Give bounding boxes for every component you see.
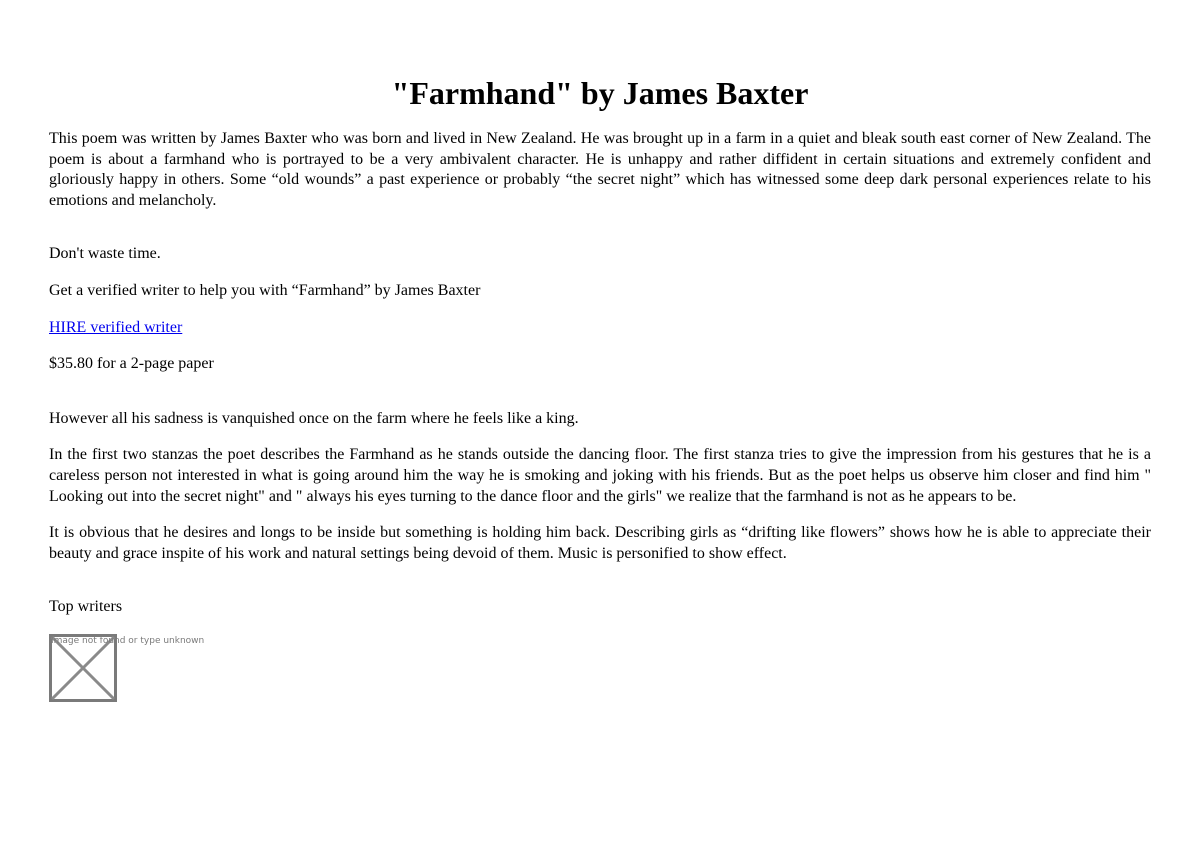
intro-paragraph: This poem was written by James Baxter who was born and lived in New Zealand. He was brought up in a farm in a quiet and bleak south east corner of New Zealand. The poem is about a farmhand who is portrayed to be a very ambivalent character. He is unhappy and rather diffident in certain situations and extremely confident and gloriously happy in others. Some “old wounds” a past experience or probably “the secret night” which has witnessed some deep dark personal experiences relate to his emotions and melancholy.	[49, 130, 1151, 209]
cta-tagline: Don't waste time.	[49, 245, 161, 263]
hire-writer-link[interactable]: HIRE verified writer	[49, 318, 183, 336]
cta-link-row	[49, 318, 1151, 339]
body-paragraph: In the first two stanzas the poet describes the Farmhand as he stands outside the dancing floor. The first stanza tries to give the impression from his gestures that he is a careless person not interested in what is going around him the way he is smoking and joking with his friends. But as the poet helps us observe him closer and find him " Looking out into the secret night" and " always his eyes turning to the dance floor and the girls" we realize that the farmhand is not as he appears to be.	[49, 446, 1151, 505]
writer-image-placeholder	[49, 634, 209, 704]
cta-price: $35.80 for a 2-page paper	[49, 355, 214, 373]
image-alt-text: Image not found or type unknown	[51, 635, 205, 646]
page-title: "Farmhand" by James Baxter	[391, 75, 809, 111]
body-paragraph: It is obvious that he desires and longs to be inside but something is holding him back. Describing girls as “drifting like flowers” shows how he is able to appreciate their beauty and grace inspite of his work and natural settings being devoid of them. Music is personified to show effect.	[49, 524, 1151, 562]
top-writers-heading: Top writers	[49, 598, 123, 616]
body-paragraph: However all his sadness is vanquished once on the farm where he feels like a king.	[49, 409, 579, 427]
cta-offer: Get a verified writer to help you with “Farmhand” by James Baxter	[49, 281, 481, 299]
